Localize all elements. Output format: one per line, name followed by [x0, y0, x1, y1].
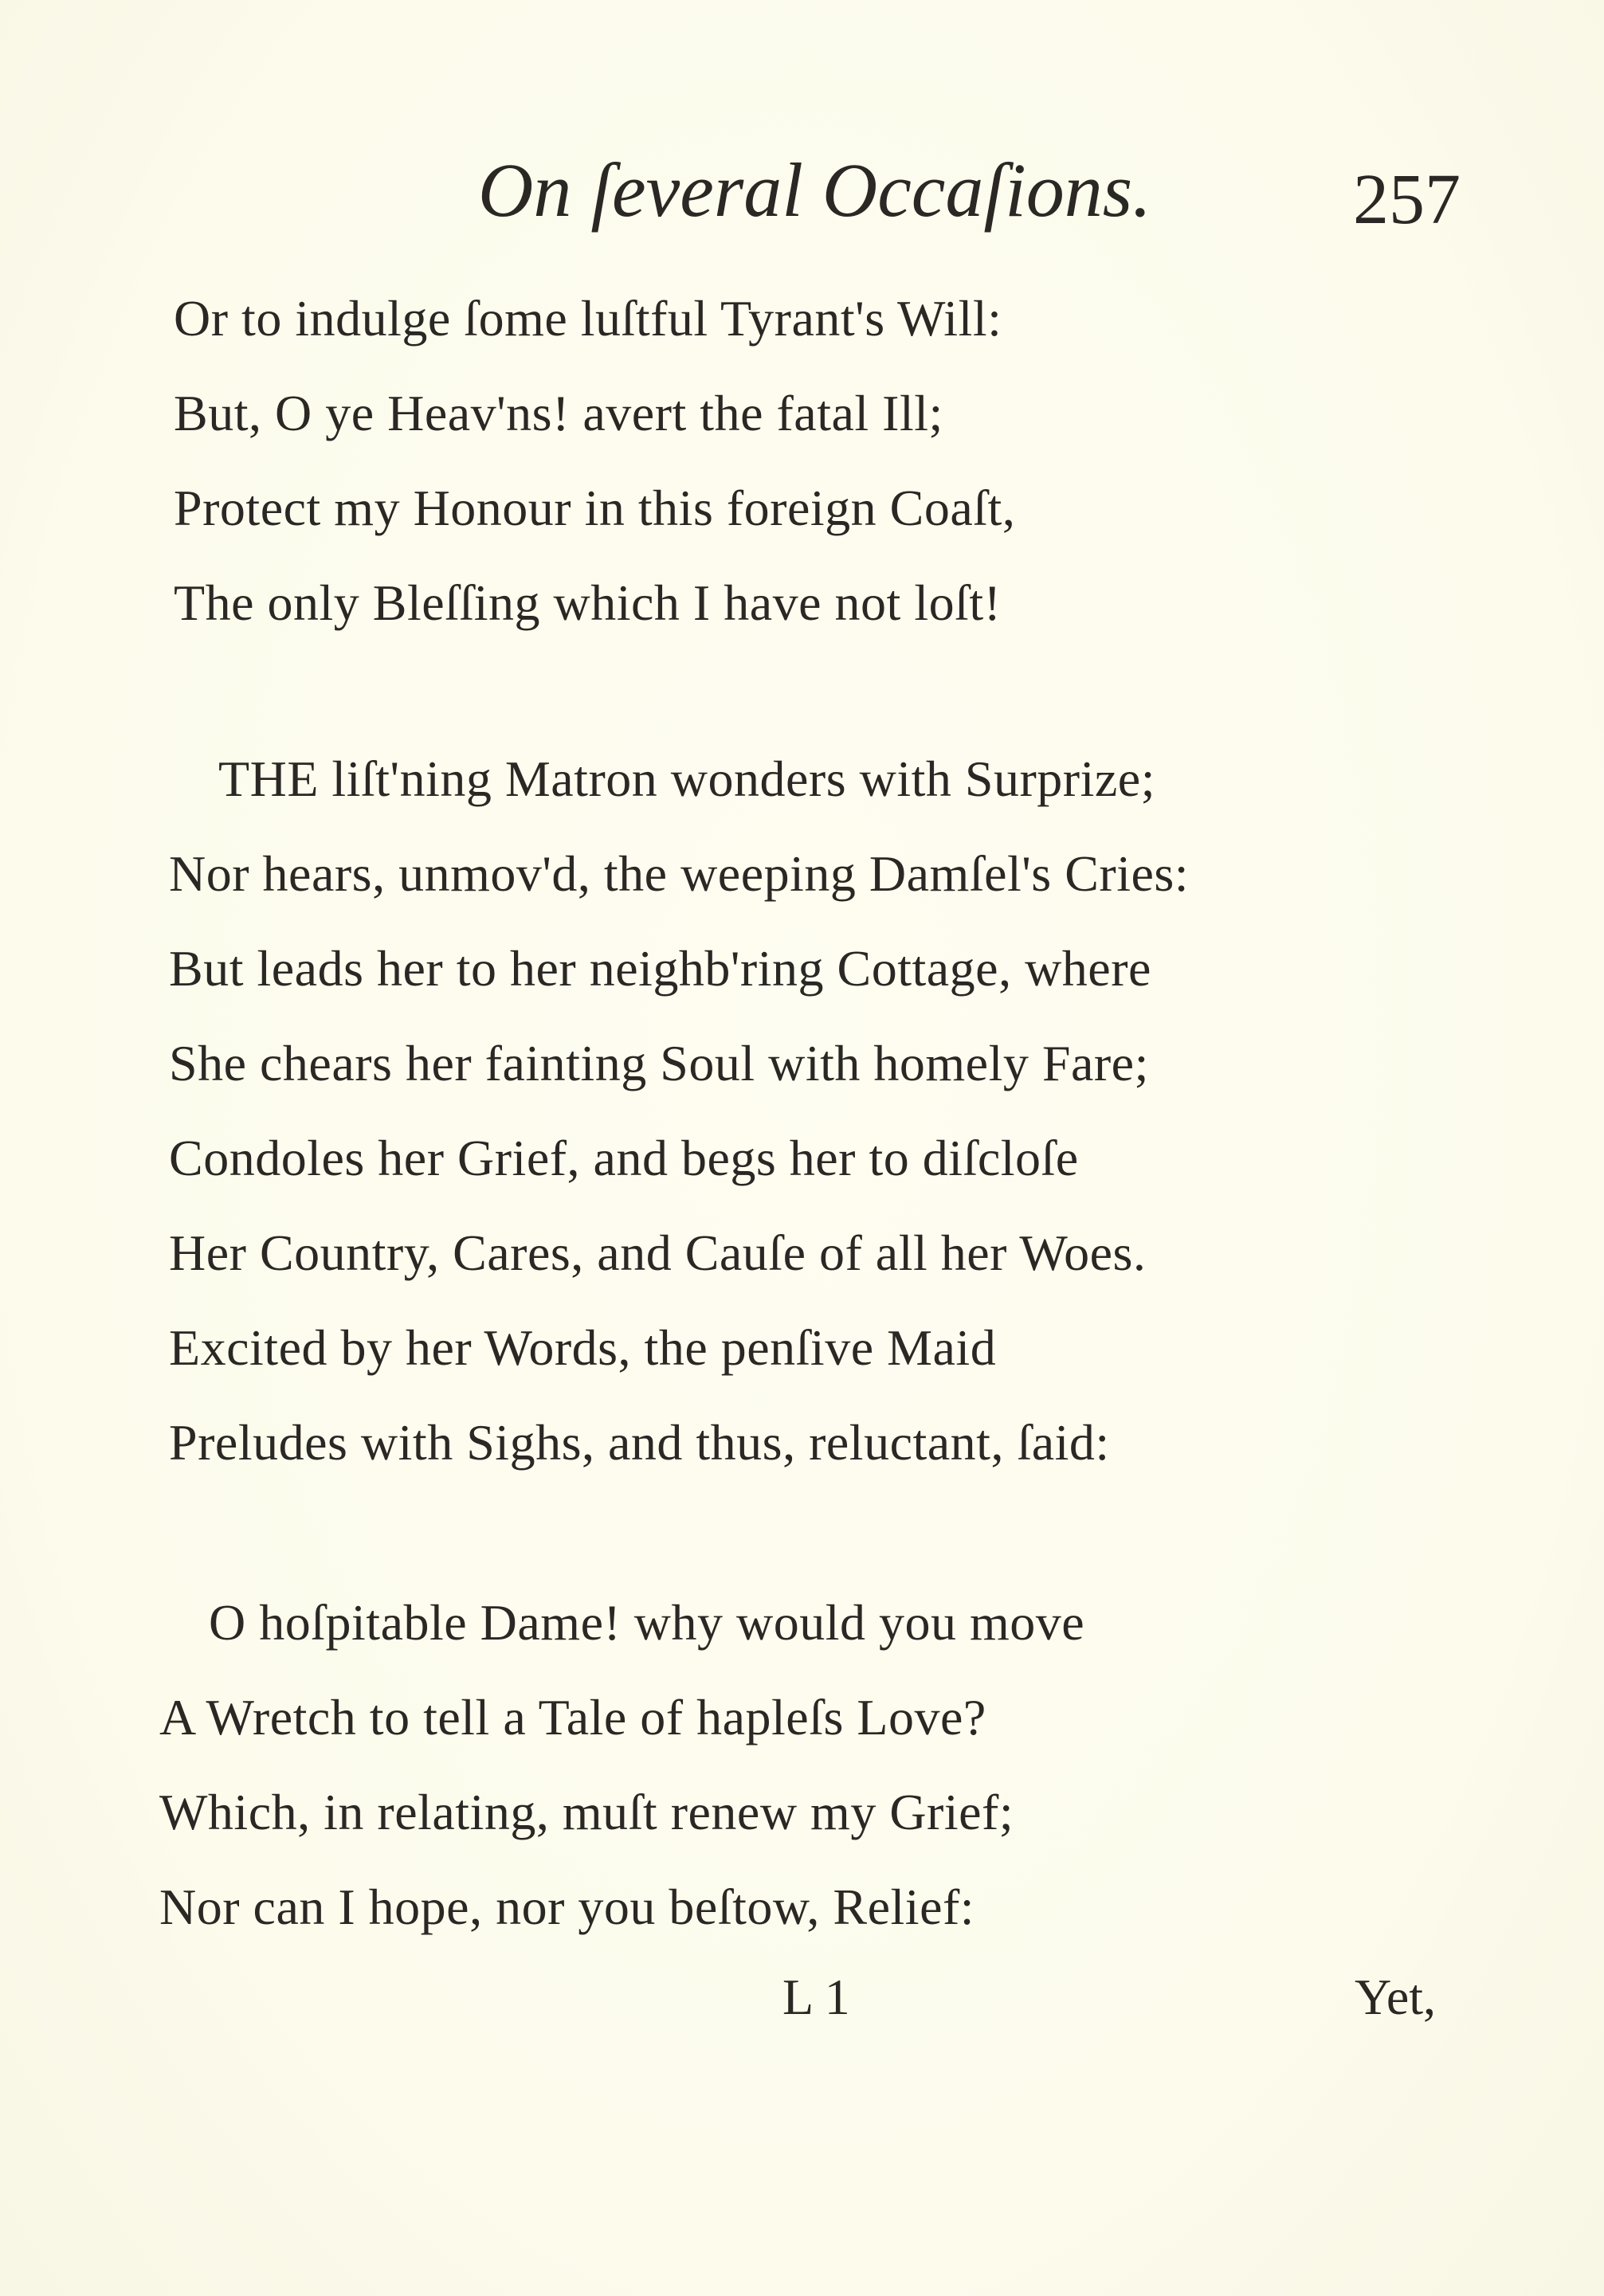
catchword: Yet,: [1355, 1969, 1436, 2025]
verse-line: Condoles her Grief, and begs her to diſcloſe: [169, 1130, 1079, 1186]
verse-line: The only Bleſſing which I have not loſt!: [174, 574, 1002, 631]
running-title: On ſeveral Occaſions.: [478, 147, 1152, 233]
verse-line: Protect my Honour in this foreign Coaſt,: [174, 480, 1016, 536]
verse-line: Which, in relating, muſt renew my Grief;: [159, 1784, 1014, 1840]
verse-line: But, O ye Heav'ns! avert the fatal Ill;: [174, 385, 943, 441]
verse-line: Her Country, Cares, and Cauſe of all her Woes.: [169, 1224, 1147, 1281]
verse-line: THE liſt'ning Matron wonders with Surprize;: [218, 750, 1155, 807]
verse-line: Nor hears, unmov'd, the weeping Damſel's Cries:: [169, 845, 1190, 902]
signature-mark: L 1: [782, 1969, 850, 2025]
verse-line: O hoſpitable Dame! why would you move: [209, 1594, 1085, 1651]
stanza-3: [159, 1575, 1084, 1954]
verse-line: She chears her fainting Soul with homely Fare;: [169, 1035, 1149, 1091]
verse-line: Or to indulge ſome luſtful Tyrant's Will:: [174, 290, 1002, 347]
stanza-1: [174, 271, 1015, 650]
verse-line: Excited by her Words, the penſive Maid: [169, 1319, 997, 1376]
verse-line: Preludes with Sighs, and thus, reluctant, ſaid:: [169, 1414, 1110, 1471]
verse-line: A Wretch to tell a Tale of hapleſs Love?: [159, 1689, 986, 1746]
verse-line: Nor can I hope, nor you beſtow, Relief:: [159, 1879, 975, 1935]
stanza-2: [169, 731, 1189, 1490]
page-number: 257: [1353, 160, 1461, 239]
verse-line: But leads her to her neighb'ring Cottage, where: [169, 940, 1151, 997]
